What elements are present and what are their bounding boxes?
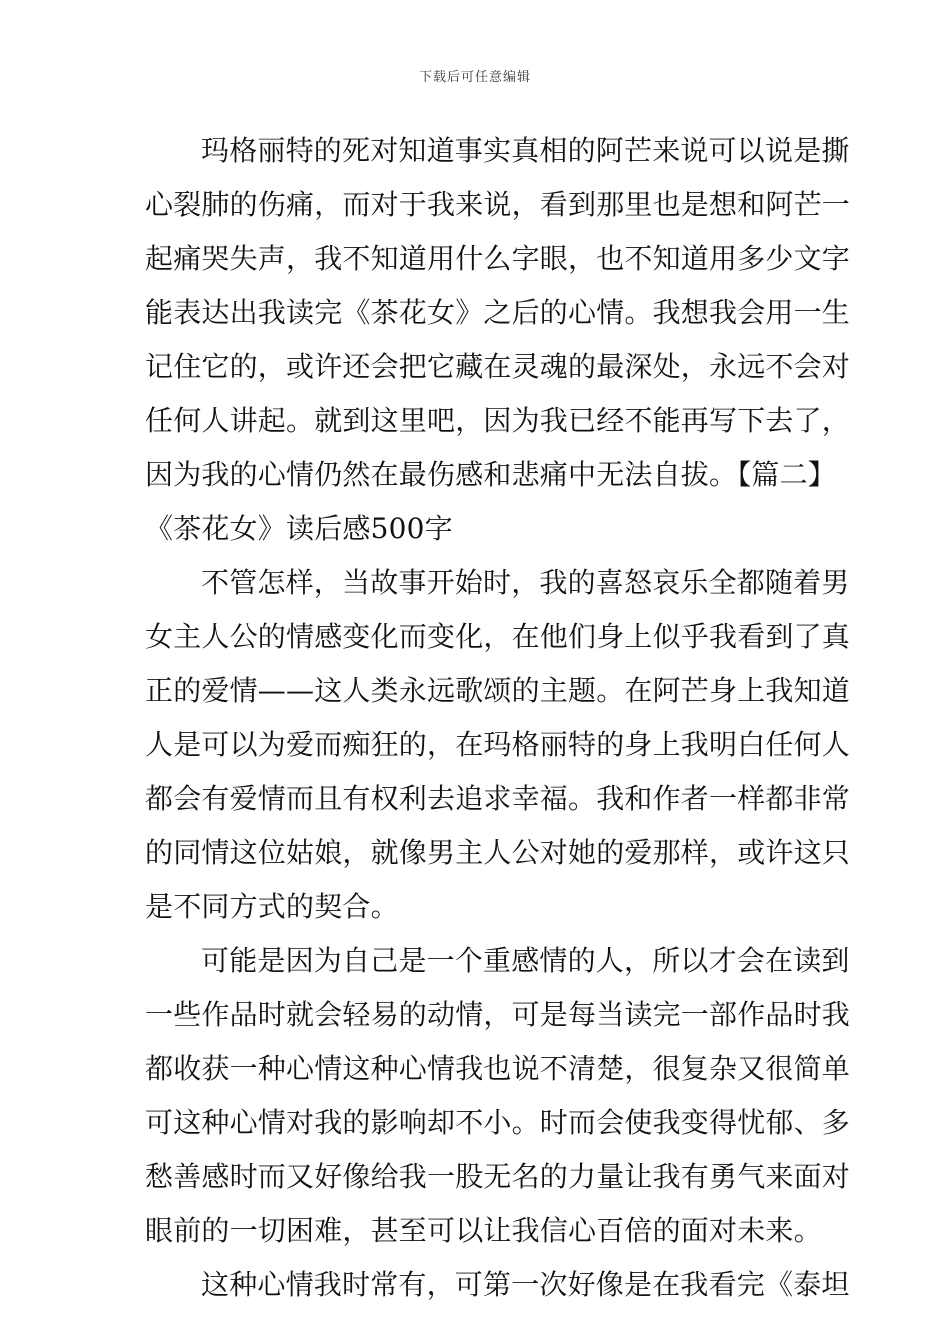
paragraph bbox=[145, 934, 851, 1258]
text-line: 可能是因为自己是一个重感情的人，所以才会在读到 bbox=[201, 944, 850, 977]
paragraph bbox=[145, 556, 851, 934]
paragraph bbox=[145, 124, 851, 556]
text-line: 女主人公的情感变化而变化，在他们身上似乎我看到了真 bbox=[145, 620, 851, 653]
text-line: 都收获一种心情这种心情我也说不清楚，很复杂又很简单 bbox=[145, 1052, 851, 1085]
text-line: 一些作品时就会轻易的动情，可是每当读完一部作品时我 bbox=[145, 998, 851, 1031]
text-line: 玛格丽特的死对知道事实真相的阿芒来说可以说是撕 bbox=[201, 134, 850, 167]
text-line: 这种心情我时常有，可第一次好像是在我看完《泰坦 bbox=[201, 1268, 850, 1301]
text-line: 愁善感时而又好像给我一股无名的力量让我有勇气来面对 bbox=[145, 1160, 851, 1193]
text-line: 正的爱情——这人类永远歌颂的主题。在阿芒身上我知道 bbox=[145, 674, 851, 707]
document-body bbox=[145, 124, 851, 1312]
text-line: 的同情这位姑娘，就像男主人公对她的爱那样，或许这只 bbox=[145, 836, 851, 869]
text-line: 能表达出我读完《茶花女》之后的心情。我想我会用一生 bbox=[145, 296, 851, 329]
page-header: 下载后可任意编辑 bbox=[418, 70, 531, 85]
text-line: 心裂肺的伤痛，而对于我来说，看到那里也是想和阿芒一 bbox=[145, 188, 851, 221]
text-line: 记住它的，或许还会把它藏在灵魂的最深处，永远不会对 bbox=[145, 350, 851, 383]
section-heading-line: 《茶花女》读后感500字 bbox=[145, 512, 453, 545]
paragraph bbox=[145, 1258, 850, 1312]
text-line: 是不同方式的契合。 bbox=[145, 890, 399, 923]
text-line: 起痛哭失声，我不知道用什么字眼，也不知道用多少文字 bbox=[145, 242, 851, 275]
text-line: 人是可以为爱而痴狂的，在玛格丽特的身上我明白任何人 bbox=[145, 728, 851, 761]
text-line: 可这种心情对我的影响却不小。时而会使我变得忧郁、多 bbox=[145, 1106, 851, 1139]
text-line: 都会有爱情而且有权利去追求幸福。我和作者一样都非常 bbox=[145, 782, 851, 815]
text-line: 因为我的心情仍然在最伤感和悲痛中无法自拔。【篇二】 bbox=[145, 458, 837, 491]
text-line: 眼前的一切困难，甚至可以让我信心百倍的面对未来。 bbox=[145, 1214, 822, 1247]
text-line: 不管怎样，当故事开始时，我的喜怒哀乐全都随着男 bbox=[201, 566, 850, 599]
text-line: 任何人讲起。就到这里吧，因为我已经不能再写下去了， bbox=[145, 404, 851, 437]
